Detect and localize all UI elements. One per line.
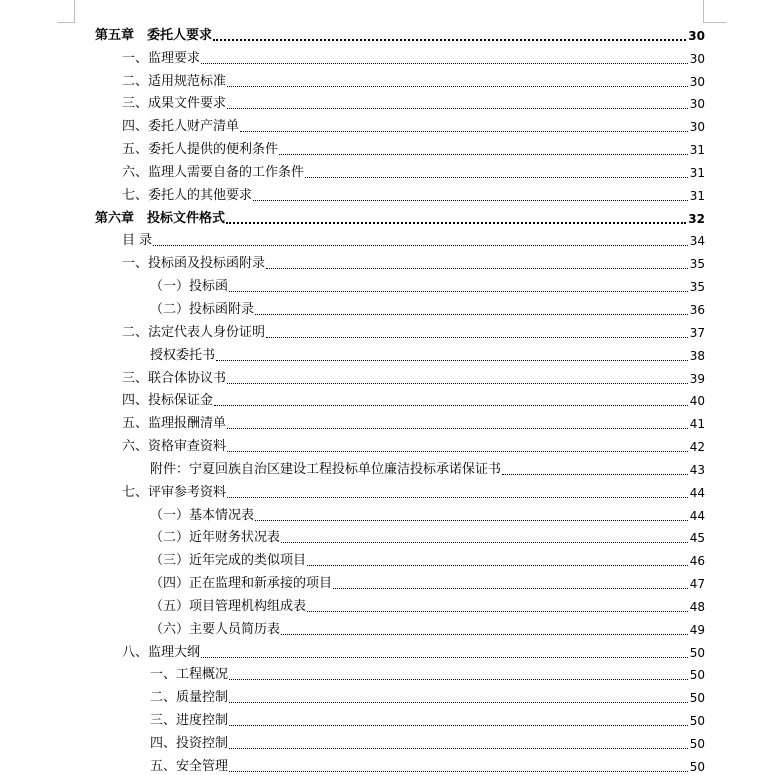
toc-page-number: 50 [689,691,705,706]
toc-dot-leader [227,383,688,384]
toc-entry[interactable] [95,752,705,775]
toc-page-number: 50 [689,668,705,683]
toc-page-number: 43 [689,462,705,477]
toc-entry-title: 一、工程概况 [150,667,229,683]
toc-entry-title: 二、质量控制 [150,690,229,706]
toc-dot-leader [266,268,688,269]
toc-dot-leader [253,200,688,201]
toc-dot-leader [214,405,688,406]
toc-entry[interactable] [95,455,705,478]
toc-page-number: 42 [689,440,705,455]
toc-dot-leader [227,108,688,109]
toc-page-number: 40 [689,394,705,409]
toc-page-number: 35 [689,280,705,295]
toc-entry-title: （一）投标函 [150,279,229,295]
toc-page-number: 30 [689,74,705,89]
toc-entry[interactable] [95,569,705,592]
margin-mark-left [58,0,75,23]
toc-dot-leader [216,360,688,361]
toc-entry-title: 三、进度控制 [150,713,229,729]
toc-page-number: 35 [689,257,705,272]
toc-entry-title: 二、适用规范标准 [122,73,227,89]
toc-entry[interactable] [95,227,705,250]
toc-entry[interactable] [95,135,705,158]
toc-dot-leader [226,222,686,224]
toc-page-number: 37 [689,325,705,340]
toc-entry-title: 六、监理人需要自备的工作条件 [122,164,305,180]
toc-entry[interactable] [95,318,705,341]
toc-entry-title: 八、监理大纲 [122,644,201,660]
toc-entry[interactable] [95,524,705,547]
toc-page-number: 47 [689,577,705,592]
toc-page-number: 31 [689,143,705,158]
toc-entry-title: 一、投标函及投标函附录 [122,256,266,272]
toc-page-number: 50 [689,737,705,751]
toc-dot-leader [213,39,686,41]
toc-page-number: 30 [689,51,705,66]
toc-entry-title: （二）近年财务状况表 [150,530,281,546]
toc-dot-leader [502,474,688,475]
toc-entry-title: 附件：宁夏回族自治区建设工程投标单位廉洁投标承诺保证书 [150,461,502,477]
toc-entry-title: （三）近年完成的类似项目 [150,553,307,569]
toc-dot-leader [281,542,688,543]
toc-dot-leader [255,314,688,315]
toc-entry[interactable] [95,67,705,90]
toc-dot-leader [229,679,688,680]
toc-entry[interactable] [95,341,705,364]
toc-page-number: 50 [689,714,705,729]
toc-dot-leader [153,245,688,246]
toc-dot-leader [229,748,688,749]
toc-entry[interactable] [95,706,705,729]
toc-page-number: 41 [689,417,705,432]
toc-entry[interactable] [95,729,705,752]
toc-page-number: 50 [689,759,705,774]
toc-page-number: 49 [689,622,705,637]
toc-dot-leader [227,86,688,87]
toc-dot-leader [307,565,688,566]
toc-entry[interactable] [95,546,705,569]
toc-dot-leader [279,154,688,155]
toc-entry-title: 第五章 委托人要求 [95,27,213,43]
toc-dot-leader [229,291,688,292]
toc-entry-title: 五、监理报酬清单 [122,416,227,432]
toc-entry-title: （一）基本情况表 [150,507,255,523]
toc-page-number: 48 [689,599,705,614]
toc-dot-leader [307,611,688,612]
toc-page-number: 44 [689,508,705,523]
toc-entry-title: 五、委托人提供的便利条件 [122,142,279,158]
toc-page-number: 44 [689,485,705,500]
toc-entry-title: （四）正在监理和新承接的项目 [150,576,333,592]
toc-entry-title: （六）主要人员简历表 [150,621,281,637]
margin-mark-right [703,0,726,23]
toc-entry-title: 二、法定代表人身份证明 [122,324,266,340]
toc-entry-title: 四、委托人财产清单 [122,119,240,135]
toc-chapter-entry[interactable] [95,204,705,227]
toc-entry[interactable] [95,272,705,295]
toc-page-number: 39 [689,371,705,386]
toc-dot-leader [333,588,688,589]
toc-entry[interactable] [95,295,705,318]
toc-entry[interactable] [95,478,705,501]
toc-page-number: 30 [689,97,705,112]
toc-page-number: 34 [689,234,705,249]
toc-entry[interactable] [95,592,705,615]
toc-dot-leader [281,634,688,635]
toc-entry[interactable] [95,181,705,204]
toc-entry-title: （二）投标函附录 [150,301,255,317]
toc-dot-leader [227,428,688,429]
toc-page-number: 38 [689,348,705,363]
toc-entry[interactable] [95,90,705,113]
toc-dot-leader [229,725,688,726]
toc-entry[interactable] [95,387,705,410]
table-of-contents [95,21,705,775]
toc-page-number: 32 [688,211,705,226]
toc-page-number: 31 [689,165,705,180]
toc-entry[interactable] [95,683,705,706]
toc-entry[interactable] [95,501,705,524]
toc-entry[interactable] [95,158,705,181]
toc-entry[interactable] [95,409,705,432]
toc-dot-leader [266,337,688,338]
toc-dot-leader [201,657,688,658]
toc-dot-leader [227,451,688,452]
toc-entry-title: 第六章 投标文件格式 [95,210,226,226]
toc-entry-title: 七、评审参考资料 [122,484,227,500]
toc-page-number: 31 [689,188,705,203]
toc-entry-title: 一、监理要求 [122,50,201,66]
toc-page-number: 30 [688,28,705,43]
toc-page-number: 46 [689,554,705,569]
toc-entry-title: 四、投标保证金 [122,393,214,409]
toc-entry[interactable] [95,615,705,638]
toc-entry-title: 授权委托书 [150,347,216,363]
toc-entry[interactable] [95,661,705,684]
toc-entry[interactable] [95,44,705,67]
toc-dot-leader [227,497,688,498]
toc-entry-title: 五、安全管理 [150,758,229,774]
toc-page-number: 50 [689,645,705,660]
toc-page-number: 45 [689,531,705,546]
toc-entry[interactable] [95,638,705,661]
toc-entry[interactable] [95,249,705,272]
toc-entry-title: 目 录 [122,233,153,249]
toc-entry[interactable] [95,112,705,135]
toc-dot-leader [255,520,688,521]
toc-entry-title: （五）项目管理机构组成表 [150,598,307,614]
toc-entry-title: 七、委托人的其他要求 [122,187,253,203]
toc-entry[interactable] [95,432,705,455]
toc-entry-title: 三、联合体协议书 [122,370,227,386]
toc-dot-leader [240,131,688,132]
toc-page-number: 30 [689,120,705,135]
toc-entry-title: 六、资格审查资料 [122,439,227,455]
toc-entry[interactable] [95,364,705,387]
toc-entry-title: 四、投资控制 [150,736,229,751]
toc-dot-leader [201,63,688,64]
toc-page-number: 36 [689,302,705,317]
toc-dot-leader [305,177,688,178]
toc-entry-title: 三、成果文件要求 [122,96,227,112]
toc-chapter-entry[interactable] [95,21,705,44]
toc-dot-leader [229,702,688,703]
